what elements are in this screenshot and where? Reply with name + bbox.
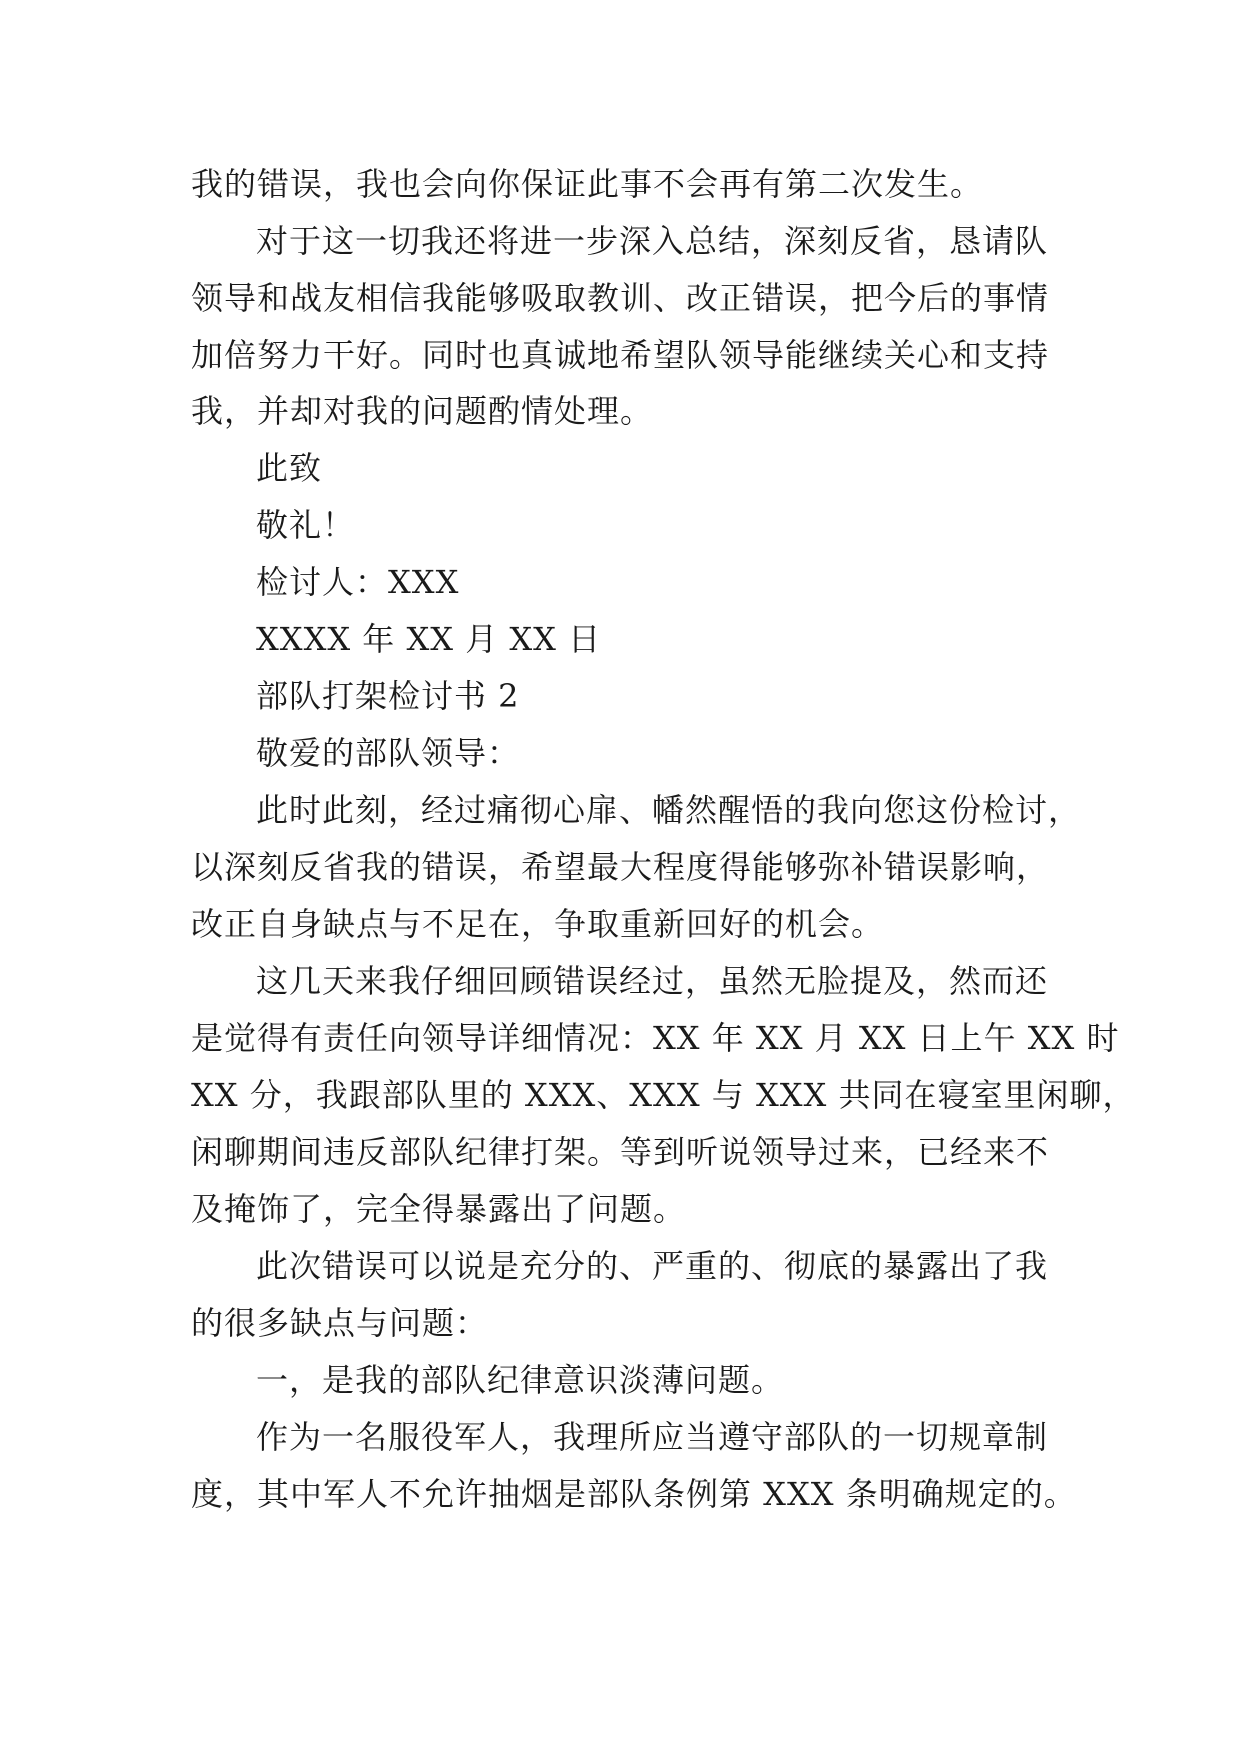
signature-line: 检讨人：XXX — [256, 563, 460, 601]
text-line: 的很多缺点与问题： — [191, 1304, 489, 1342]
text-line: 改正自身缺点与不足在，争取重新回好的机会。 — [191, 905, 885, 943]
paragraph-start-line: 此时此刻，经过痛彻心扉、幡然醒悟的我向您这份检讨， — [256, 791, 1082, 829]
text-line: 及掩饰了，完全得暴露出了问题。 — [191, 1190, 687, 1228]
text-line: 我的错误，我也会向你保证此事不会再有第二次发生。 — [191, 165, 984, 203]
paragraph-start-line: 这几天来我仔细回顾错误经过，虽然无脸提及，然而还 — [256, 962, 1049, 1000]
text-line: 领导和战友相信我能够吸取教训、改正错误，把今后的事情 — [191, 279, 1050, 317]
paragraph-start-line: 对于这一切我还将进一步深入总结，深刻反省，恳请队 — [256, 222, 1049, 260]
text-line: 以深刻反省我的错误，希望最大程度得能够弥补错误影响， — [191, 848, 1050, 886]
paragraph-start-line: 作为一名服役军人，我理所应当遵守部队的一切规章制 — [256, 1418, 1049, 1456]
section-title: 部队打架检讨书 2 — [256, 677, 520, 715]
text-line: 我，并却对我的问题酌情处理。 — [191, 392, 654, 430]
text-line: 是觉得有责任向领导详细情况：XX 年 XX 月 XX 日上午 XX 时 — [191, 1019, 1120, 1057]
text-line: 度，其中军人不允许抽烟是部队条例第 XXX 条明确规定的。 — [191, 1475, 1077, 1513]
paragraph-start-line: 此次错误可以说是充分的、严重的、彻底的暴露出了我 — [256, 1247, 1049, 1285]
greeting-line: 敬爱的部队领导： — [256, 734, 521, 772]
closing-salutation: 此致 — [256, 449, 323, 487]
closing-regards: 敬礼！ — [256, 506, 356, 544]
list-item-line: 一，是我的部队纪律意识淡薄问题。 — [256, 1361, 785, 1399]
text-line: 加倍努力干好。同时也真诚地希望队领导能继续关心和支持 — [191, 336, 1050, 374]
text-line: XX 分，我跟部队里的 XXX、XXX 与 XXX 共同在寝室里闲聊， — [191, 1076, 1136, 1114]
date-line: XXXX 年 XX 月 XX 日 — [256, 620, 602, 658]
text-line: 闲聊期间违反部队纪律打架。等到听说领导过来，已经来不 — [191, 1133, 1050, 1171]
